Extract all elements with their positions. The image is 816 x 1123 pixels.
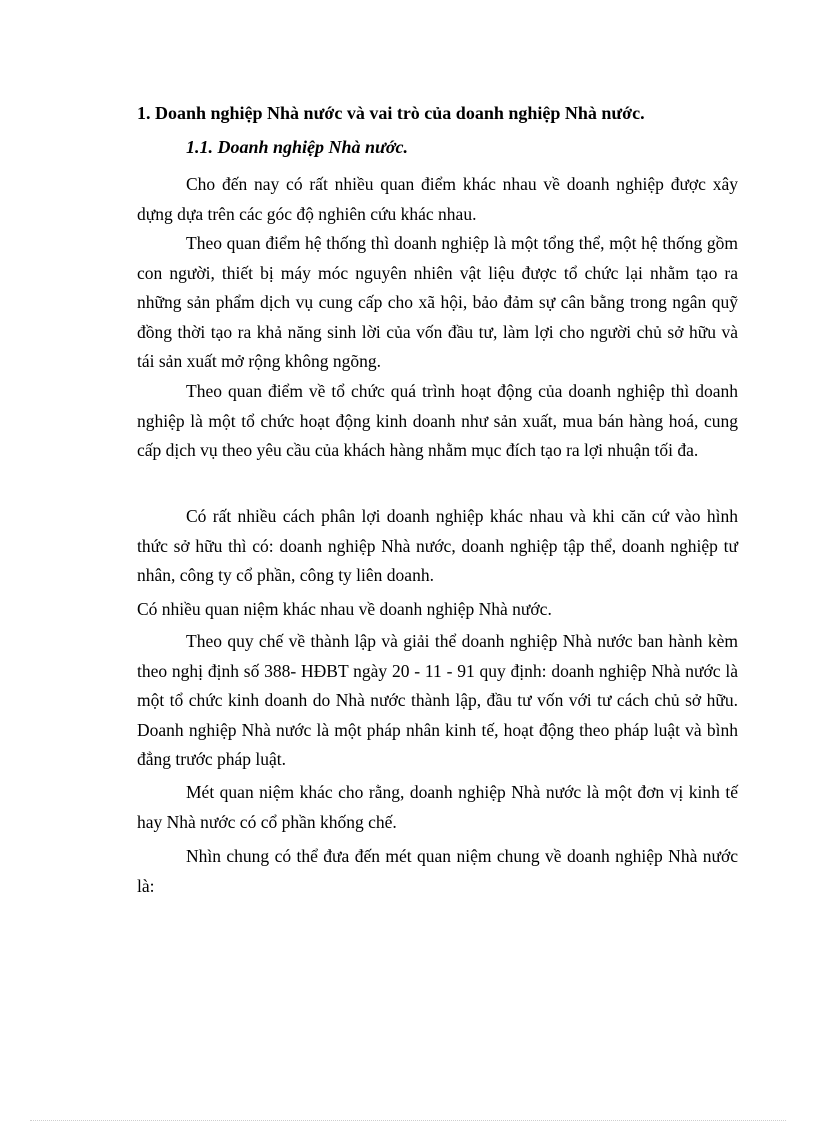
paragraph: Có rất nhiều cách phân lợi doanh nghiệp khác nhau và khi căn cứ vào hình thức sở hữu thì có: doanh nghiệp Nhà nước, doanh nghiệp tập thể, doanh nghiệp tư nhân, công ty cổ phần, công ty liên doanh. xyxy=(137,506,738,585)
page-bottom-rule xyxy=(30,1120,786,1121)
paragraph: Theo quy chế về thành lập và giải thể doanh nghiệp Nhà nước ban hành kèm theo nghị định số 388- HĐBT ngày 20 - 11 - 91 quy định: doanh nghiệp Nhà nước là một tổ chức kinh doanh do Nhà nước thành lập, đầu tư vốn với tư cách chủ sở hữu. Doanh nghiệp Nhà nước là một pháp nhân kinh tế, hoạt động theo pháp luật và bình đẳng trước pháp luật. xyxy=(137,631,738,769)
paragraph: Cho đến nay có rất nhiều quan điểm khác nhau về doanh nghiệp được xây dựng dựa trên các góc độ nghiên cứu khác nhau. xyxy=(137,174,738,224)
section-heading: 1. Doanh nghiệp Nhà nước và vai trò của doanh nghiệp Nhà nước. xyxy=(137,103,645,123)
paragraph: Theo quan điểm về tổ chức quá trình hoạt động của doanh nghiệp thì doanh nghiệp là một tổ chức hoạt động kinh doanh như sản xuất, mua bán hàng hoá, cung cấp dịch vụ theo yêu cầu của khách hàng nhằm mục đích tạo ra lợi nhuận tối đa. xyxy=(137,381,738,460)
paragraph: Nhìn chung có thể đưa đến mét quan niệm chung về doanh nghiệp Nhà nước là: xyxy=(137,846,738,896)
paragraph: Có nhiều quan niệm khác nhau về doanh nghiệp Nhà nước. xyxy=(137,599,552,619)
paragraph: Mét quan niệm khác cho rằng, doanh nghiệp Nhà nước là một đơn vị kinh tế hay Nhà nước có cổ phần khống chế. xyxy=(137,782,738,832)
paragraph: Theo quan điểm hệ thống thì doanh nghiệp là một tổng thể, một hệ thống gồm con người, thiết bị máy móc nguyên nhiên vật liệu được tổ chức lại nhằm tạo ra những sản phẩm dịch vụ cung cấp cho xã hội, bảo đảm sự cân bằng trong ngân quỹ đồng thời tạo ra khả năng sinh lời của vốn đầu tư, làm lợi cho người chủ sở hữu và tái sản xuất mở rộng không ngõng. xyxy=(137,233,738,371)
subsection-heading: 1.1. Doanh nghiệp Nhà nước. xyxy=(186,137,408,157)
